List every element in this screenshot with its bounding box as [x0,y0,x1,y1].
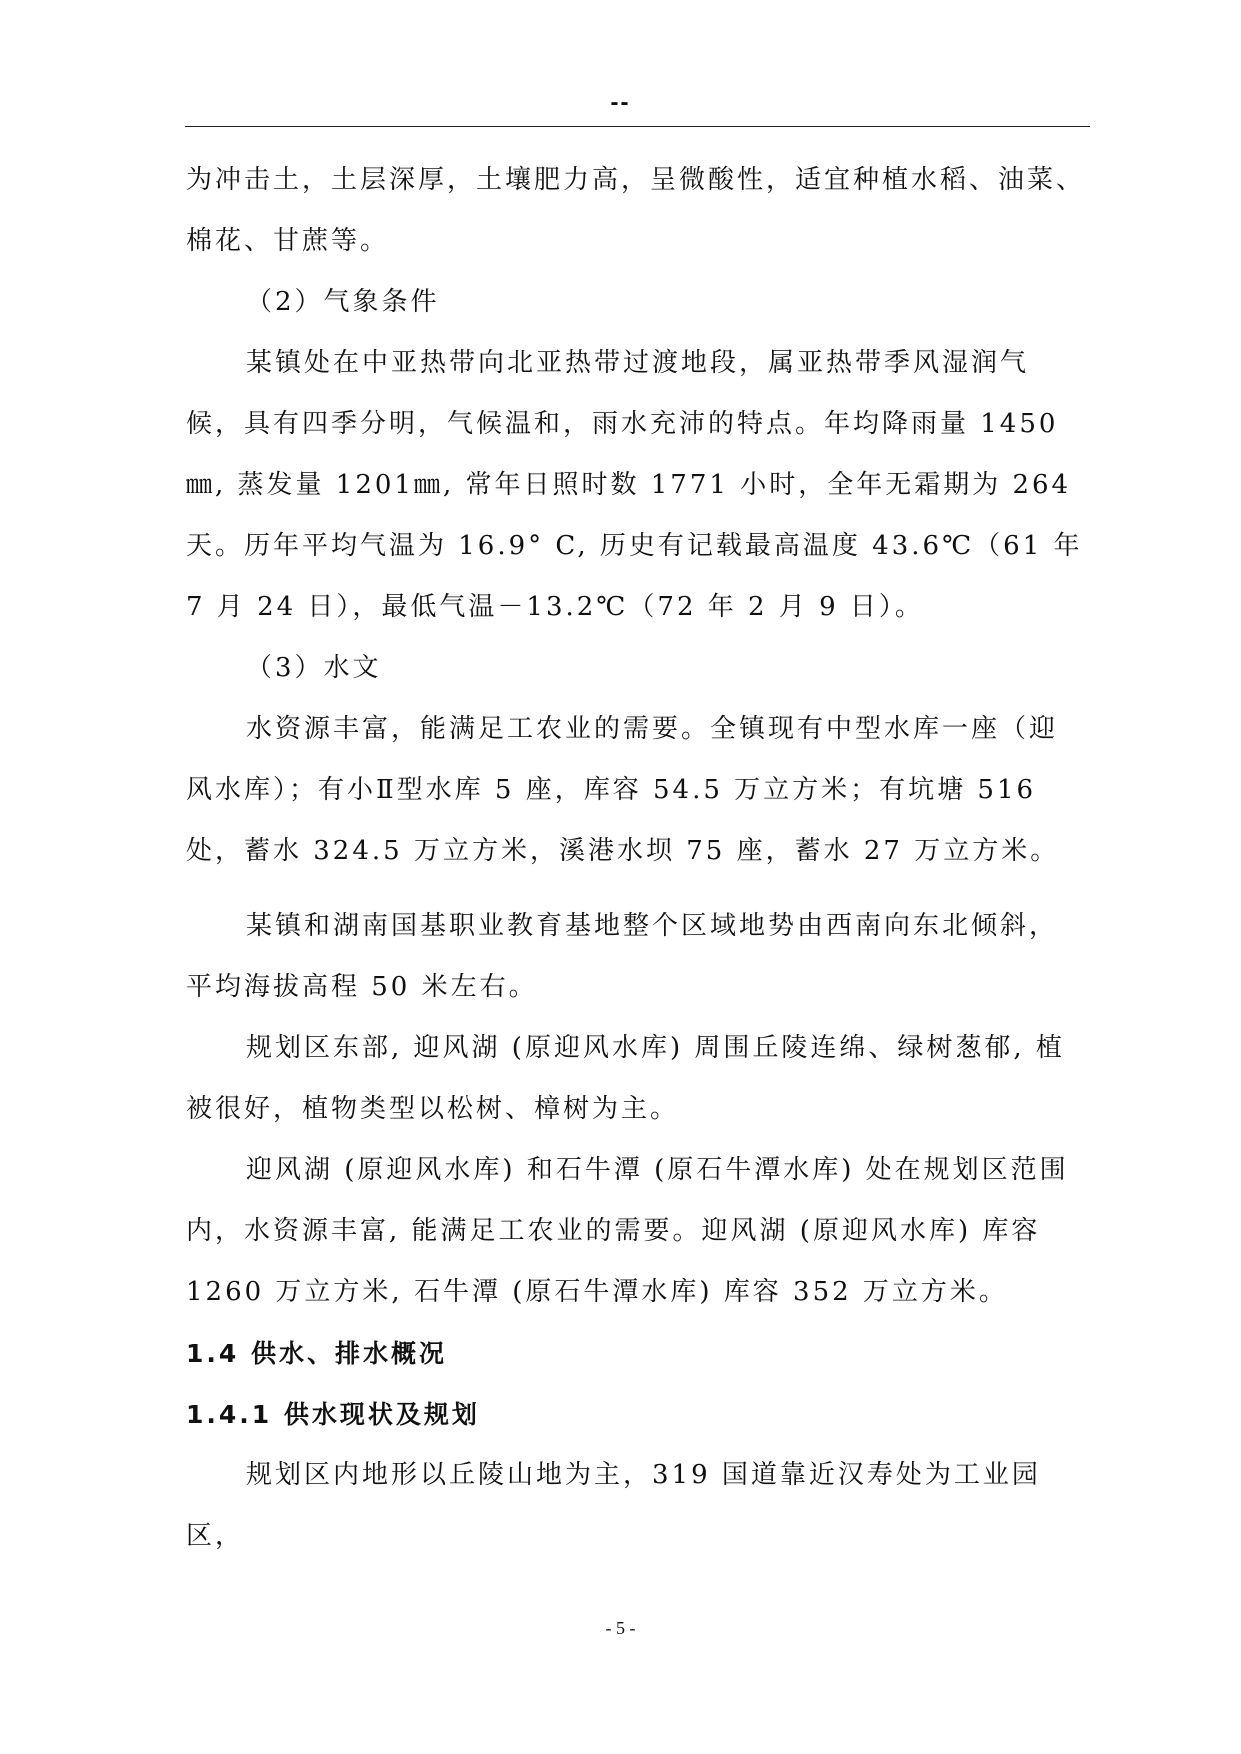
section-heading-1-4-1: 1.4.1 供水现状及规划 [186,1400,480,1429]
paragraph-water-supply: 规划区内地形以丘陵山地为主，319 国道靠近汉寿处为工业园区， [186,1460,1041,1551]
page-header-mark: -- [610,89,631,116]
section-heading-1-4: 1.4 供水、排水概况 [186,1339,447,1368]
paragraph-vegetation: 规划区东部, 迎风湖 (原迎风水库) 周围丘陵连绵、绿树葱郁, 植被很好，植物类型以松树、樟树为主。 [186,1033,1065,1124]
paragraph-climate: 某镇处在中亚热带向北亚热带过渡地段，属亚热带季风湿润气候，具有四季分明，气候温和，雨水充沛的特点。年均降雨量 1450㎜, 蒸发量 1201㎜, 常年日照时数 1771 小时，全年无霜期为 264 天。历年平均气温为 16.9° C, 历史有记载最高温度 43.6℃（61 年 7 月 24 日），最低气温－13.2℃（72 年 2 月 9 日）。 [186,348,1083,622]
paragraph-terrain: 某镇和湖南国基职业教育基地整个区域地势由西南向东北倾斜，平均海拔高程 50 米左右。 [186,911,1059,1002]
paragraph-hydrology: 水资源丰富，能满足工农业的需要。全镇现有中型水库一座（迎风水库）；有小Ⅱ型水库 5 座，库容 54.5 万立方米；有坑塘 516 处，蓄水 324.5 万立方米，溪港水坝 75 座，蓄水 27 万立方米。 [186,714,1060,866]
subheading-climate: （2）气象条件 [246,287,440,317]
header-divider [185,126,1090,127]
page-number: - 5 - [605,1618,636,1638]
paragraph-reservoirs: 迎风湖 (原迎风水库) 和石牛潭 (原石牛潭水库) 处在规划区范围内，水资源丰富, 能满足工农业的需要。迎风湖 (原迎风水库) 库容 1260 万立方米, 石牛潭 (原石牛潭水库) 库容 352 万立方米。 [186,1155,1069,1307]
document-body [186,150,1086,1567]
subheading-hydrology: （3）水文 [246,653,382,683]
paragraph-soil: 为冲击土，土层深厚，土壤肥力高，呈微酸性，适宜种植水稻、油菜、棉花、甘蔗等。 [186,165,1086,256]
